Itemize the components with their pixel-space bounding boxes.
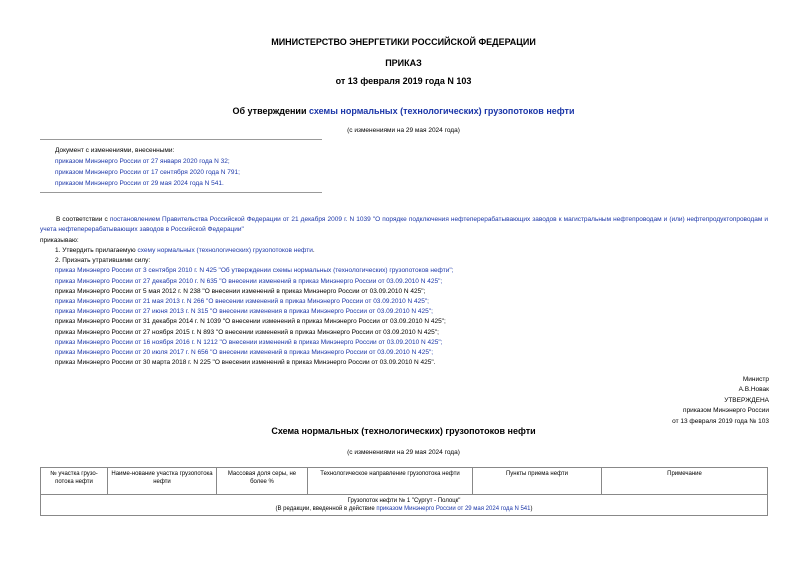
repealed-item[interactable]: приказ Минэнерго России от 21 мая 2013 г. N 266 "О внесении изменений в приказ Минэнерго России от 03.09.2010 N 425"; [55,297,429,305]
signature-name: А.В.Новак [738,386,769,394]
repealed-item: приказ Минэнерго России от 5 мая 2012 г. N 238 "О внесении изменений в приказ Минэнерго России от 03.09.2010 N 425"; [55,287,426,295]
changes-box-intro: Документ с изменениями, внесенными: [55,147,175,154]
changes-box [55,145,240,189]
header-note: Примечание [602,468,768,495]
table-group-row [41,495,768,516]
signature-position: Министр [742,376,769,383]
schema-title: Схема нормальных (технологических) грузопотоков нефти [271,426,536,436]
order-item-2: 2. Признать утратившими силу: [55,257,151,265]
repealed-list [55,266,454,367]
group-note-prefix: (В редакции, введенной в действие [275,506,377,512]
preamble-paragraph [40,215,768,235]
preamble-prefix: В соответствии с [56,216,110,223]
repealed-item: приказ Минэнерго России от 30 марта 2018 г. N 225 "О внесении изменений в приказ Минэнерго России от 03.09.2010 N 425". [55,359,436,367]
preamble-link[interactable]: постановлением Правительства Российской Федерации от 21 декабря 2009 г. N 1039 "О порядке подключения нефтеперерабатывающих заводов к магистральным нефтепроводам и (или) нефтепродуктопроводам и учета нефтеперерабатывающих заводов в Российской Федерации" [40,216,768,234]
item1-link[interactable]: схему нормальных (технологических) грузопотоков нефти [137,247,313,254]
document-date-number: от 13 февраля 2019 года N 103 [335,76,472,86]
header-sulfur-share: Массовая доля серы, не более % [217,468,308,495]
prikazyvayu: приказываю: [40,237,79,244]
changes-link-2[interactable]: приказом Минэнерго России от 17 сентября 2020 года N 791; [55,169,240,176]
table-header-row [41,468,768,495]
repealed-item: приказ Минэнерго России от 27 ноября 2015 г. N 893 "О внесении изменений в приказ Минэнерго России от 03.09.2010 N 425"; [55,328,439,336]
item1-suffix: . [312,247,315,254]
item1-prefix: 1. Утвердить прилагаемую [55,247,138,254]
changes-link-1[interactable]: приказом Минэнерго России от 27 января 2020 года N 32; [55,158,230,165]
title-prefix: Об утверждении [232,106,309,116]
group-note-link[interactable]: приказом Минэнерго России от 29 мая 2024 года N 541 [376,506,531,512]
repealed-item[interactable]: приказ Минэнерго России от 27 декабря 2010 г. N 635 "О внесении изменений в приказ Минэнерго России от 03.09.2010 N 425"; [55,277,443,285]
title-link[interactable]: схемы нормальных (технологических) грузопотоков нефти [308,106,575,116]
repealed-item[interactable]: приказ Минэнерго России от 27 июня 2013 г. N 315 "О внесении изменения в приказ Минэнерго России от 03.09.2010 N 425"; [55,308,433,316]
group-title: Грузопоток нефти № 1 "Сургут - Полоцк" [347,498,461,504]
ministry-name: МИНИСТЕРСТВО ЭНЕРГЕТИКИ РОССИЙСКОЙ ФЕДЕРАЦИИ [271,37,536,47]
header-section-number: № участка грузо-потока нефти [41,468,108,495]
group-note [43,505,765,513]
repealed-item[interactable]: приказ Минэнерго России от 20 июля 2017 г. N 656 "О внесении изменений в приказ Минэнерго России от 03.09.2010 N 425"; [55,348,434,356]
signature-block [672,375,769,427]
order-item-1 [55,246,454,256]
header-section-name: Наиме-нование участка грузопотока нефти [108,468,217,495]
group-note-suffix: ) [530,506,533,512]
changes-box-bottom-rule [40,192,322,193]
repealed-item[interactable]: приказ Минэнерго России от 16 ноября 2016 г. N 1212 "О внесении изменений в приказ Минэнерго России от 03.09.2010 N 425"; [55,338,443,346]
schema-table [40,467,768,516]
repealed-item: приказ Минэнерго России от 31 декабря 2014 г. N 1039 "О внесении изменений в приказ Минэнерго России от 03.09.2010 N 425"; [55,318,446,326]
document-type: ПРИКАЗ [385,58,422,68]
order-items [55,246,454,367]
approved-order-date: от 13 февраля 2019 года № 103 [672,417,769,425]
approved-by-order: приказом Минэнерго России [683,407,769,415]
header-receiving-points: Пункты приема нефти [473,468,602,495]
amendment-note: (с изменениями на 29 мая 2024 года) [347,127,460,134]
changes-link-3[interactable]: приказом Минэнерго России от 29 мая 2024 года N 541. [55,180,224,187]
changes-box-top-rule [40,139,322,140]
repealed-item[interactable]: приказ Минэнерго России от 3 сентября 2010 г. N 425 "Об утверждении схемы нормальных (технологических) грузопотоков нефти"; [55,267,454,275]
schema-amendment-note: (с изменениями на 29 мая 2024 года) [347,449,460,456]
document-title [0,106,807,116]
approved-label: УТВЕРЖДЕНА [724,396,769,404]
header-direction: Технологическое направление грузопотока нефти [308,468,473,495]
group-cell [41,495,768,516]
